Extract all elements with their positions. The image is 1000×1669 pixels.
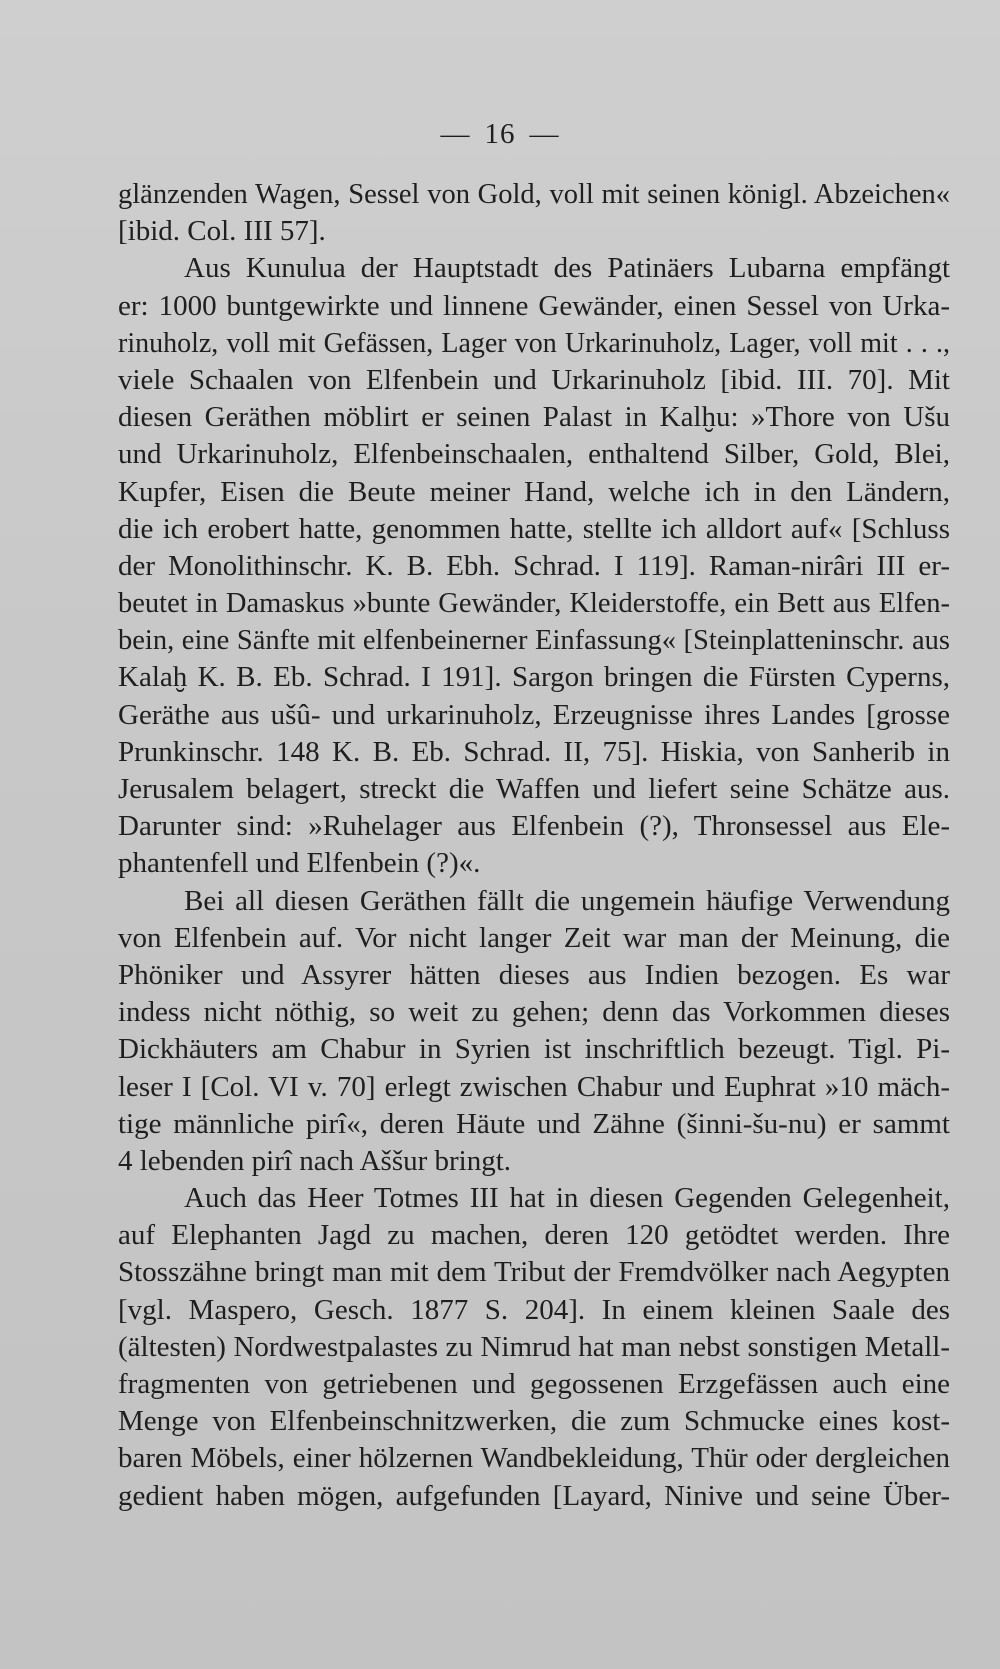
page-number-dash-right: — bbox=[529, 118, 560, 150]
text-line: gedient haben mögen, aufgefunden [Layard, Ninive und seine Über- bbox=[118, 1479, 950, 1512]
text-line: rinuholz, voll mit Gefässen, Lager von Urkarinuholz, Lager, voll mit . . ., bbox=[118, 327, 950, 359]
text-line: glänzenden Wagen, Sessel von Gold, voll mit seinen königl. Abzeichen« bbox=[118, 179, 950, 210]
page-number-dash-left: — bbox=[440, 118, 471, 150]
text-line: diesen Geräthen möblirt er seinen Palast in Kalḫu: »Thore von Ušu bbox=[118, 401, 950, 434]
text-line: Jerusalem belagert, streckt die Waffen und liefert seine Schätze aus. bbox=[118, 773, 950, 805]
text-line: Kalaḫ K. B. Eb. Schrad. I 191]. Sargon bringen die Fürsten Cyperns, bbox=[118, 661, 950, 694]
text-line: fragmenten von getriebenen und gegossenen Erzgefässen auch eine bbox=[118, 1368, 950, 1400]
text-line: auf Elephanten Jagd zu machen, deren 120 getödtet werden. Ihre bbox=[118, 1219, 950, 1252]
text-line: leser I [Col. VI v. 70] erlegt zwischen Chabur und Euphrat »10 mäch- bbox=[118, 1070, 950, 1103]
text-line: die ich erobert hatte, genommen hatte, stellte ich alldort auf« [Schluss bbox=[118, 512, 950, 545]
text-line: Darunter sind: »Ruhelager aus Elfenbein (?), Thronsessel aus Ele- bbox=[118, 810, 950, 843]
text-line: phantenfell und Elfenbein (?)«. bbox=[118, 847, 481, 880]
text-line: indess nicht nöthig, so weit zu gehen; denn das Vorkommen dieses bbox=[118, 996, 950, 1029]
text-line: er: 1000 buntgewirkte und linnene Gewänder, einen Sessel von Urka- bbox=[118, 289, 950, 322]
text-line: [ibid. Col. III 57]. bbox=[118, 215, 326, 248]
text-line: Geräthe aus ušû- und urkarinuholz, Erzeugnisse ihres Landes [grosse bbox=[118, 698, 950, 731]
page-number-value: 16 bbox=[484, 118, 516, 150]
text-line: [vgl. Maspero, Gesch. 1877 S. 204]. In einem kleinen Saale des bbox=[118, 1293, 950, 1326]
text-line: Prunkinschr. 148 K. B. Eb. Schrad. II, 75]. Hiskia, von Sanherib in bbox=[118, 735, 950, 768]
text-line: Phöniker und Assyrer hätten dieses aus Indien bezogen. Es war bbox=[118, 958, 950, 991]
text-line: Kupfer, Eisen die Beute meiner Hand, welche ich in den Ländern, bbox=[118, 475, 950, 508]
text-line: Stosszähne bringt man mit dem Tribut der Fremdvölker nach Aegypten bbox=[118, 1256, 950, 1289]
text-line: Bei all diesen Geräthen fällt die ungemein häufige Verwendung bbox=[184, 884, 950, 917]
text-line: Dickhäuters am Chabur in Syrien ist inschriftlich bezeugt. Tigl. Pi- bbox=[118, 1033, 950, 1066]
text-line: von Elfenbein auf. Vor nicht langer Zeit war man der Meinung, die bbox=[118, 921, 950, 954]
text-line: baren Möbels, einer hölzernen Wandbekleidung, Thür oder dergleichen bbox=[118, 1442, 950, 1475]
text-line: Aus Kunulua der Hauptstadt des Patinäers Lubarna empfängt bbox=[184, 252, 950, 285]
text-line: beutet in Damaskus »bunte Gewänder, Kleiderstoffe, ein Bett aus Elfen- bbox=[118, 588, 950, 620]
text-line: viele Schaalen von Elfenbein und Urkarinuholz [ibid. III. 70]. Mit bbox=[118, 363, 950, 396]
text-line: der Monolithinschr. K. B. Ebh. Schrad. I 119]. Raman-nirâri III er- bbox=[118, 549, 950, 582]
body-text bbox=[118, 176, 950, 1515]
text-line: tige männliche pirî«, deren Häute und Zähne (šinni-šu-nu) er sammt bbox=[118, 1107, 950, 1140]
page-number bbox=[0, 118, 1000, 151]
text-line: bein, eine Sänfte mit elfenbeinerner Einfassung« [Steinplatteninschr. aus bbox=[118, 625, 950, 657]
text-line: (ältesten) Nordwestpalastes zu Nimrud hat man nebst sonstigen Metall- bbox=[118, 1330, 950, 1363]
text-line: Menge von Elfenbeinschnitzwerken, die zum Schmucke eines kost- bbox=[118, 1405, 950, 1438]
text-line: 4 lebenden pirî nach Aššur bringt. bbox=[118, 1144, 512, 1177]
text-line: und Urkarinuholz, Elfenbeinschaalen, enthaltend Silber, Gold, Blei, bbox=[118, 438, 950, 471]
text-line: Auch das Heer Totmes III hat in diesen Gegenden Gelegenheit, bbox=[184, 1182, 950, 1215]
